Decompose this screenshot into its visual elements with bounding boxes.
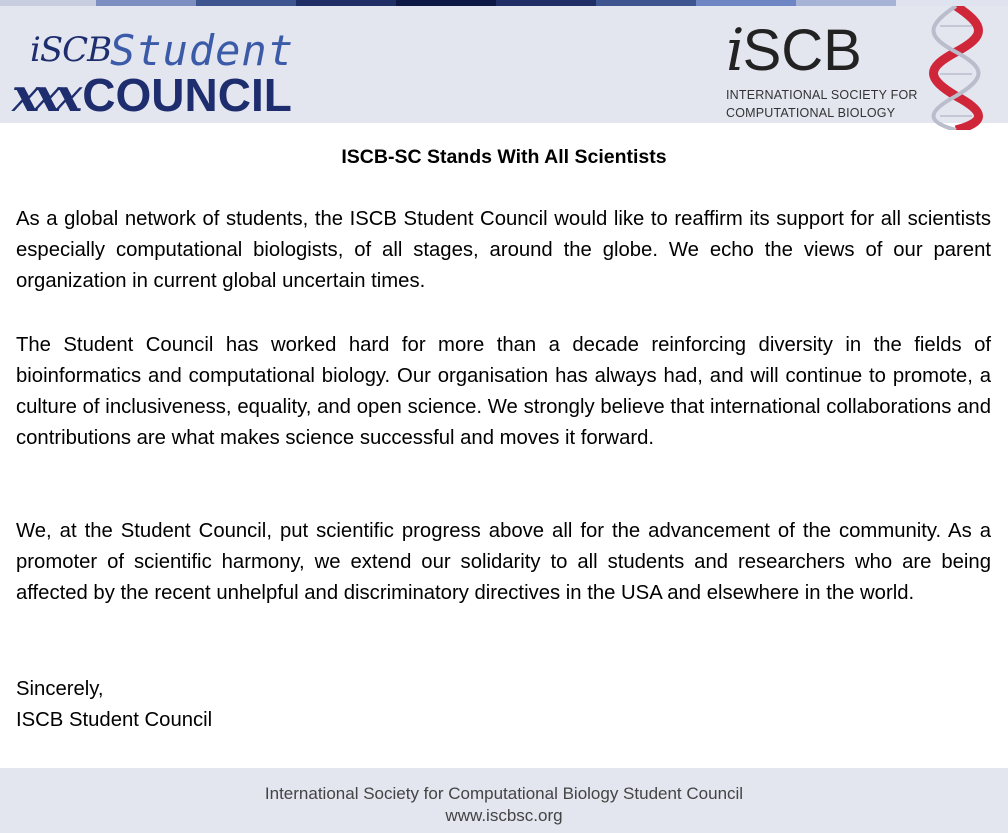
- footer: [0, 768, 1008, 833]
- sc-logo-council-text: COUNCIL: [82, 69, 292, 121]
- iscb-tagline-line2: COMPUTATIONAL BIOLOGY: [726, 106, 896, 120]
- footer-website-link[interactable]: www.iscbsc.org: [445, 806, 563, 825]
- iscb-logo-tagline: [726, 86, 926, 122]
- closing-signature: ISCB Student Council: [16, 709, 213, 731]
- sc-logo-council: [12, 68, 292, 122]
- iscb-logo-wordmark: [726, 14, 862, 87]
- letter-paragraph-1: As a global network of students, the ISCB Student Council would like to reaffirm its support for all scientists especially computational biologists, of all stages, around the globe. We echo the views of our parent organization in current global uncertain times.: [16, 208, 991, 292]
- dna-helix-icon: [926, 6, 1008, 130]
- sc-logo-student: Student: [110, 26, 295, 75]
- iscb-logo: [722, 12, 1008, 129]
- iscb-logo-i: i: [726, 16, 743, 84]
- letter-paragraph-2: The Student Council has worked hard for more than a decade reinforcing diversity in the fields of bioinformatics and computational biology. Our organisation has always had, and will continue to promote, a culture of inclusiveness, equality, and open science. We strongly believe that international collaborations and contributions are what makes science successful and moves it forward.: [16, 334, 991, 449]
- closing-salutation: Sincerely,: [16, 678, 104, 700]
- sc-logo-glyph: xxx: [12, 68, 77, 122]
- letter-title: ISCB-SC Stands With All Scientists: [341, 146, 667, 168]
- letterhead: [0, 6, 1008, 123]
- sc-logo-iscb: iSCB: [30, 30, 112, 70]
- letter-closing: [16, 674, 212, 736]
- iscb-logo-scb: SCB: [742, 18, 862, 83]
- letter-paragraph-3: We, at the Student Council, put scientific progress above all for the advancement of the community. As a promoter of scientific harmony, we extend our solidarity to all students and researchers who are being affected by the recent unhelpful and discriminatory directives in the USA and elsewhere in the world.: [16, 520, 991, 604]
- student-council-logo: [12, 20, 322, 120]
- iscb-tagline-line1: INTERNATIONAL SOCIETY FOR: [726, 88, 918, 102]
- footer-organization: International Society for Computational Biology Student Council: [264, 784, 744, 803]
